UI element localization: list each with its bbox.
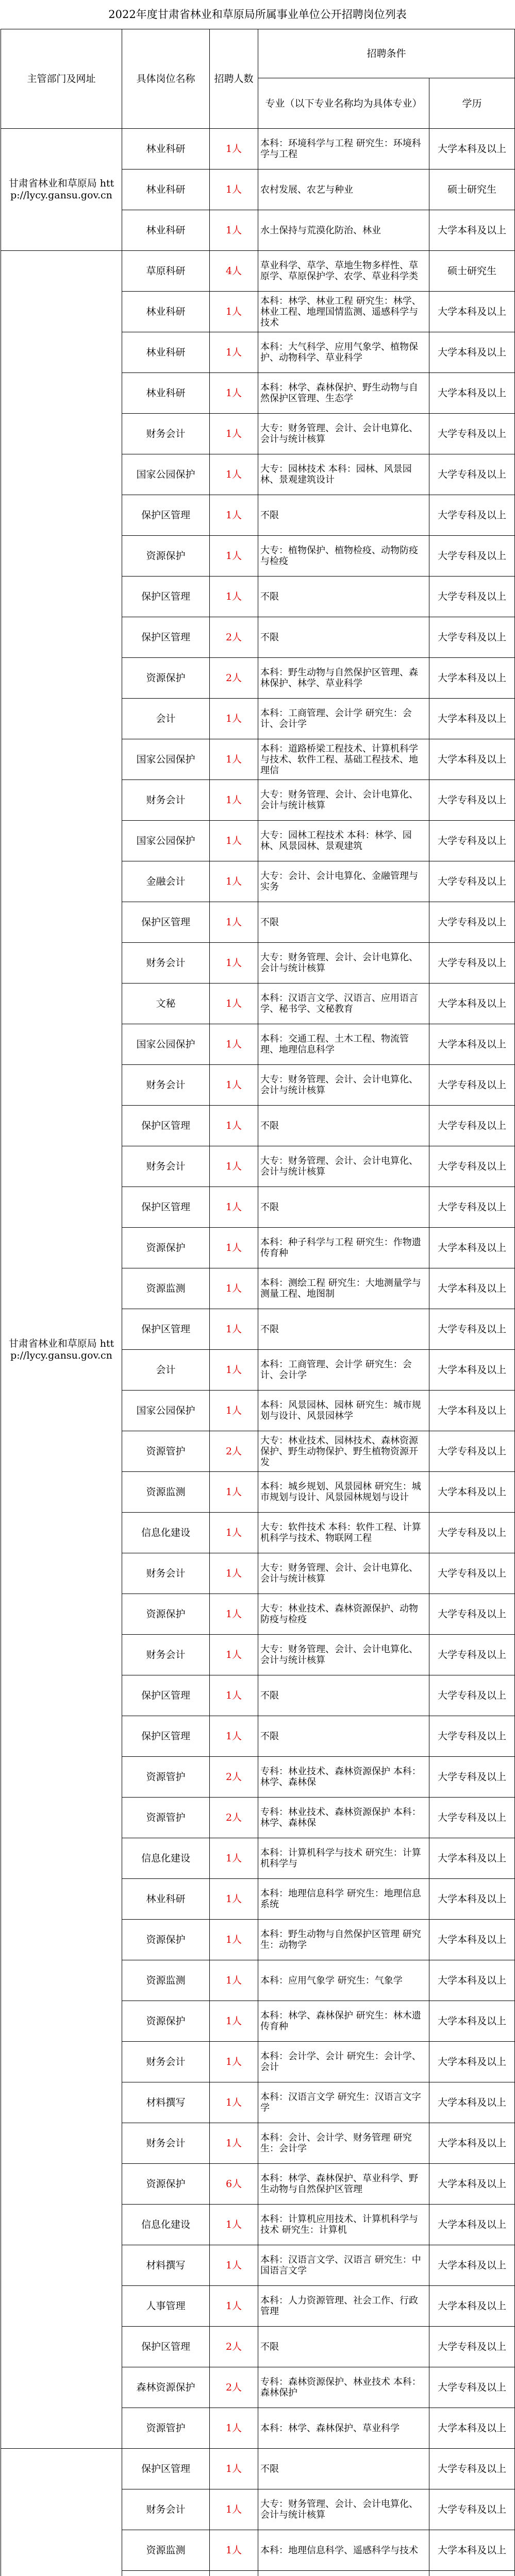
post-cell: 资源管护 [122, 2408, 210, 2449]
major-cell [258, 2571, 429, 2576]
major-cell: 本科：人力资源管理、社会工作、行政管理 [258, 2286, 429, 2327]
post-cell: 财务会计 [122, 1146, 210, 1187]
num-cell: 1人 [210, 1228, 258, 1268]
num-cell: 1人 [210, 332, 258, 373]
num-cell: 1人 [210, 1024, 258, 1065]
major-cell: 不限 [258, 1716, 429, 1757]
major-cell: 本科：应用气象学 研究生：气象学 [258, 1960, 429, 2001]
header-conditions: 招聘条件 [258, 29, 515, 78]
table-row [1, 251, 515, 292]
major-cell: 大专：财务管理、会计、会计电算化、会计与统计核算 [258, 1553, 429, 1594]
post-cell: 会计 [122, 699, 210, 739]
dept-cell [1, 2449, 122, 2576]
edu-cell: 大学专科及以上 [429, 1553, 515, 1594]
edu-cell: 大学本科及以上 [429, 984, 515, 1024]
num-cell: 1人 [210, 170, 258, 210]
post-cell: 林业科研 [122, 332, 210, 373]
edu-cell: 大学专科及以上 [429, 1716, 515, 1757]
edu-cell: 大学本科及以上 [429, 739, 515, 780]
post-cell: 草原科研 [122, 251, 210, 292]
num-cell: 1人 [210, 2286, 258, 2327]
num-cell: 1人 [210, 699, 258, 739]
post-cell: 资源保护 [122, 2001, 210, 2042]
num-cell: 1人 [210, 495, 258, 536]
edu-cell: 硕士研究生 [429, 251, 515, 292]
edu-cell: 大学本科及以上 [429, 292, 515, 332]
major-cell: 大专：林业技术、园林技术、森林资源保护、野生动物保护、野生植物资源开发 [258, 1431, 429, 1472]
major-cell: 大专：财务管理、会计、会计电算化、会计与统计核算 [258, 414, 429, 454]
major-cell: 农村发展、农艺与种业 [258, 170, 429, 210]
num-cell: 1人 [210, 210, 258, 251]
post-cell: 保护区管理 [122, 2449, 210, 2489]
num-cell: 1人 [210, 1350, 258, 1391]
num-cell: 1人 [210, 1716, 258, 1757]
num-cell: 1人 [210, 1838, 258, 1879]
post-cell: 会计 [122, 1350, 210, 1391]
post-cell: 资源保护 [122, 1594, 210, 1635]
header-post: 具体岗位名称 [122, 29, 210, 129]
major-cell: 本科：工商管理、会计学 研究生：会计、会计学 [258, 1350, 429, 1391]
major-cell: 本科：工商管理、会计学 研究生：会计、会计学 [258, 699, 429, 739]
edu-cell: 硕士研究生 [429, 170, 515, 210]
dept-cell: 甘肃省林业和草原局 http://lycy.gansu.gov.cn [1, 129, 122, 251]
major-cell: 不限 [258, 1187, 429, 1228]
major-cell: 本科：计算机科学与技术 研究生：计算机科学与 [258, 1838, 429, 1879]
edu-cell: 大学专科及以上 [429, 2449, 515, 2489]
edu-cell: 大学本科及以上 [429, 373, 515, 414]
num-cell: 1人 [210, 1920, 258, 1960]
post-cell: 资源监测 [122, 1960, 210, 2001]
post-cell: 林业科研 [122, 210, 210, 251]
major-cell: 水土保持与荒漠化防治、林业 [258, 210, 429, 251]
major-cell: 本科：风景园林、园林 研究生：城市规划与设计、风景园林学 [258, 1391, 429, 1431]
post-cell: 林业科研 [122, 170, 210, 210]
major-cell: 大专：财务管理、会计、会计电算化、会计与统计核算 [258, 1146, 429, 1187]
post-cell: 资源保护 [122, 536, 210, 577]
header-row-1 [1, 29, 515, 78]
edu-cell: 大学专科及以上 [429, 902, 515, 943]
post-cell: 资源监测 [122, 1268, 210, 1309]
post-cell: 财务会计 [122, 1553, 210, 1594]
document-title: 2022年度甘肃省林业和草原局所属事业单位公开招聘岗位列表 [108, 8, 407, 21]
edu-cell: 大学本科及以上 [429, 2042, 515, 2082]
post-cell: 文秘 [122, 984, 210, 1024]
major-cell: 本科：环境科学与工程 研究生：环境科学与工程 [258, 129, 429, 170]
post-cell: 资源保护 [122, 2164, 210, 2205]
num-cell: 1人 [210, 2123, 258, 2164]
post-cell: 保护区管理 [122, 577, 210, 617]
edu-cell: 大学专科及以上 [429, 1675, 515, 1716]
major-cell: 本科：林学、森林保护 研究生：林木遗传育种 [258, 2001, 429, 2042]
post-cell: 国家公园保护 [122, 454, 210, 495]
num-cell: 1人 [210, 129, 258, 170]
major-cell: 本科：野生动物与自然保护区管理 研究生：动物学 [258, 1920, 429, 1960]
major-cell: 不限 [258, 495, 429, 536]
num-cell: 2人 [210, 2367, 258, 2408]
num-cell: 1人 [210, 1268, 258, 1309]
edu-cell [429, 2571, 515, 2576]
edu-cell: 大学本科及以上 [429, 2205, 515, 2245]
edu-cell: 大学本科及以上 [429, 1920, 515, 1960]
major-cell: 本科：林学、森林保护、草业科学 [258, 2408, 429, 2449]
post-cell: 财务会计 [122, 414, 210, 454]
post-cell: 国家公园保护 [122, 1391, 210, 1431]
edu-cell: 大学本科及以上 [429, 2082, 515, 2123]
post-cell: 林业科研 [122, 1879, 210, 1920]
post-cell: 保护区管理 [122, 1187, 210, 1228]
major-cell: 大专：财务管理、会计、会计电算化、会计与统计核算 [258, 943, 429, 984]
post-cell: 资源监测 [122, 1472, 210, 1513]
num-cell: 1人 [210, 1187, 258, 1228]
num-cell: 1人 [210, 1065, 258, 1106]
num-cell: 1人 [210, 454, 258, 495]
major-cell: 专科：林业技术、森林资源保护 本科：林学、森林保 [258, 1757, 429, 1798]
edu-cell: 大学本科及以上 [429, 2001, 515, 2042]
post-cell: 信息化建设 [122, 1513, 210, 1553]
num-cell: 1人 [210, 943, 258, 984]
major-cell: 本科：大气科学、应用气象学、植物保护、动物科学、草业科学 [258, 332, 429, 373]
num-cell: 1人 [210, 1960, 258, 2001]
edu-cell: 大学本科及以上 [429, 699, 515, 739]
num-cell: 1人 [210, 1594, 258, 1635]
num-cell: 1人 [210, 2082, 258, 2123]
table-row [1, 129, 515, 170]
num-cell: 2人 [210, 1798, 258, 1838]
post-cell: 财务会计 [122, 2042, 210, 2082]
edu-cell: 大学专科及以上 [429, 1594, 515, 1635]
major-cell: 不限 [258, 577, 429, 617]
edu-cell: 大学专科及以上 [429, 1065, 515, 1106]
major-cell: 不限 [258, 2327, 429, 2367]
edu-cell: 大学专科及以上 [429, 1146, 515, 1187]
num-cell: 1人 [210, 1635, 258, 1675]
num-cell: 1人 [210, 2530, 258, 2571]
num-cell: 1人 [210, 780, 258, 821]
num-cell: 6人 [210, 2164, 258, 2205]
edu-cell: 大学本科及以上 [429, 2408, 515, 2449]
post-cell [122, 2571, 210, 2576]
post-cell: 财务会计 [122, 2489, 210, 2530]
num-cell: 1人 [210, 2205, 258, 2245]
num-cell: 1人 [210, 1675, 258, 1716]
post-cell: 资源管护 [122, 1757, 210, 1798]
major-cell: 不限 [258, 1106, 429, 1146]
major-cell: 不限 [258, 617, 429, 658]
edu-cell: 大学本科及以上 [429, 1879, 515, 1920]
major-cell: 本科：地理信息科学、遥感科学与技术 [258, 2530, 429, 2571]
num-cell: 1人 [210, 414, 258, 454]
edu-cell: 大学专科及以上 [429, 536, 515, 577]
edu-cell: 大学本科及以上 [429, 2164, 515, 2205]
num-cell [210, 2571, 258, 2576]
num-cell: 1人 [210, 1309, 258, 1350]
header-major: 专业（以下专业名称均为具体专业） [258, 78, 429, 129]
num-cell: 1人 [210, 984, 258, 1024]
major-cell: 本科：汉语言文学 研究生：汉语言文字学 [258, 2082, 429, 2123]
post-cell: 保护区管理 [122, 1309, 210, 1350]
num-cell: 1人 [210, 1879, 258, 1920]
post-cell: 金融会计 [122, 861, 210, 902]
num-cell: 2人 [210, 2327, 258, 2367]
num-cell: 1人 [210, 902, 258, 943]
edu-cell: 大学本科及以上 [429, 210, 515, 251]
edu-cell: 大学本科及以上 [429, 1391, 515, 1431]
major-cell: 本科：计算机应用技术、计算机科学与技术 研究生：计算机 [258, 2205, 429, 2245]
post-cell: 财务会计 [122, 780, 210, 821]
edu-cell: 大学本科及以上 [429, 2530, 515, 2571]
edu-cell: 大学专科及以上 [429, 2489, 515, 2530]
post-cell: 资源监测 [122, 2530, 210, 2571]
dept-cell: 甘肃省林业和草原局 http://lycy.gansu.gov.cn [1, 251, 122, 2449]
major-cell: 大专：园林工程技术 本科：林学、园林、风景园林、景观建筑 [258, 821, 429, 861]
post-cell: 保护区管理 [122, 2327, 210, 2367]
num-cell: 1人 [210, 1553, 258, 1594]
major-cell: 不限 [258, 1309, 429, 1350]
num-cell: 1人 [210, 1146, 258, 1187]
post-cell: 财务会计 [122, 2123, 210, 2164]
post-cell: 信息化建设 [122, 2205, 210, 2245]
post-cell: 材料撰写 [122, 2245, 210, 2286]
num-cell: 1人 [210, 821, 258, 861]
post-cell: 资源保护 [122, 658, 210, 699]
edu-cell: 大学专科及以上 [429, 821, 515, 861]
edu-cell: 大学本科及以上 [429, 1268, 515, 1309]
major-cell: 草业科学、草学、草地生物多样性、草原学、草原保护学、农学、草业科学类 [258, 251, 429, 292]
edu-cell: 大学专科及以上 [429, 1513, 515, 1553]
major-cell: 本科：测绘工程 研究生：大地测量学与测量工程、地图制 [258, 1268, 429, 1309]
major-cell: 本科：野生动物与自然保护区管理、森林保护、林学、草业科学 [258, 658, 429, 699]
post-cell: 林业科研 [122, 129, 210, 170]
major-cell: 大专：财务管理、会计、会计电算化、会计与统计核算 [258, 1065, 429, 1106]
major-cell: 本科：汉语言文学、汉语言 研究生：中国语言文学 [258, 2245, 429, 2286]
num-cell: 1人 [210, 536, 258, 577]
post-cell: 信息化建设 [122, 1838, 210, 1879]
post-cell: 财务会计 [122, 1065, 210, 1106]
edu-cell: 大学专科及以上 [429, 414, 515, 454]
num-cell: 1人 [210, 1391, 258, 1431]
post-cell: 森林资源保护 [122, 2367, 210, 2408]
edu-cell: 大学专科及以上 [429, 780, 515, 821]
post-cell: 资源管护 [122, 1798, 210, 1838]
post-cell: 人事管理 [122, 2286, 210, 2327]
edu-cell: 大学本科及以上 [429, 2286, 515, 2327]
major-cell: 大专：财务管理、会计、会计电算化、会计与统计核算 [258, 1635, 429, 1675]
num-cell: 1人 [210, 2245, 258, 2286]
post-cell: 资源保护 [122, 1920, 210, 1960]
post-cell: 财务会计 [122, 943, 210, 984]
edu-cell: 大学本科及以上 [429, 1350, 515, 1391]
major-cell: 本科：交通工程、土木工程、物流管理、地理信息科学 [258, 1024, 429, 1065]
num-cell: 1人 [210, 739, 258, 780]
header-dept: 主管部门及网址 [1, 29, 122, 129]
post-cell: 保护区管理 [122, 1106, 210, 1146]
major-cell: 本科：会计学、会计 研究生：会计学、会计 [258, 2042, 429, 2082]
post-cell: 林业科研 [122, 292, 210, 332]
edu-cell: 大学专科及以上 [429, 861, 515, 902]
edu-cell: 大学本科及以上 [429, 1024, 515, 1065]
edu-cell: 大学本科及以上 [429, 1228, 515, 1268]
num-cell: 1人 [210, 1106, 258, 1146]
edu-cell: 大学本科及以上 [429, 658, 515, 699]
header-education: 学历 [429, 78, 515, 129]
num-cell: 4人 [210, 251, 258, 292]
post-cell: 资源管护 [122, 1431, 210, 1472]
major-cell: 不限 [258, 902, 429, 943]
post-cell: 保护区管理 [122, 495, 210, 536]
major-cell: 本科：城乡规划、风景园林 研究生：城市规划与设计、风景园林规划与设计 [258, 1472, 429, 1513]
edu-cell: 大学本科及以上 [429, 332, 515, 373]
edu-cell: 大学专科及以上 [429, 943, 515, 984]
edu-cell: 大学本科及以上 [429, 2245, 515, 2286]
major-cell: 专科：森林资源保护、林业技术 本科：森林保护 [258, 2367, 429, 2408]
edu-cell: 大学专科及以上 [429, 2327, 515, 2367]
header-num: 招聘人数 [210, 29, 258, 129]
major-cell: 大专：会计、会计电算化、金融管理与实务 [258, 861, 429, 902]
num-cell: 1人 [210, 861, 258, 902]
major-cell: 大专：财务管理、会计、会计电算化、会计与统计核算 [258, 780, 429, 821]
post-cell: 材料撰写 [122, 2082, 210, 2123]
major-cell: 本科：地理信息科学 研究生：地理信息系统 [258, 1879, 429, 1920]
major-cell: 不限 [258, 1675, 429, 1716]
post-cell: 资源保护 [122, 1228, 210, 1268]
edu-cell: 大学本科及以上 [429, 1472, 515, 1513]
num-cell: 2人 [210, 1757, 258, 1798]
major-cell: 大专：植物保护、植物检疫、动物防疫与检疫 [258, 536, 429, 577]
num-cell: 1人 [210, 1513, 258, 1553]
edu-cell: 大学专科及以上 [429, 617, 515, 658]
num-cell: 2人 [210, 658, 258, 699]
major-cell: 大专：财务管理、会计、会计电算化、会计与统计核算 [258, 2489, 429, 2530]
num-cell: 1人 [210, 1472, 258, 1513]
job-table [1, 29, 515, 2576]
post-cell: 国家公园保护 [122, 1024, 210, 1065]
post-cell: 保护区管理 [122, 1675, 210, 1716]
major-cell: 本科：林学、森林保护、草业科学、野生动物与自然保护区管理 [258, 2164, 429, 2205]
edu-cell: 大学本科及以上 [429, 2123, 515, 2164]
edu-cell: 大学专科及以上 [429, 1798, 515, 1838]
major-cell: 本科：林学、林业工程 研究生：林学、林业工程、地理国情监测、遥感科学与技术 [258, 292, 429, 332]
table-row [1, 2449, 515, 2489]
num-cell: 1人 [210, 2489, 258, 2530]
post-cell: 保护区管理 [122, 902, 210, 943]
num-cell: 1人 [210, 2001, 258, 2042]
edu-cell: 大学专科及以上 [429, 1187, 515, 1228]
edu-cell: 大学专科及以上 [429, 1309, 515, 1350]
num-cell: 2人 [210, 617, 258, 658]
post-cell: 保护区管理 [122, 617, 210, 658]
num-cell: 1人 [210, 373, 258, 414]
num-cell: 1人 [210, 577, 258, 617]
num-cell: 1人 [210, 2449, 258, 2489]
edu-cell: 大学专科及以上 [429, 1635, 515, 1675]
post-cell: 国家公园保护 [122, 821, 210, 861]
major-cell: 本科：会计、会计学、财务管理 研究生：会计学 [258, 2123, 429, 2164]
major-cell: 大专：园林技术 本科：园林、风景园林、景观建筑设计 [258, 454, 429, 495]
major-cell: 本科：林学、森林保护、野生动物与自然保护区管理、生态学 [258, 373, 429, 414]
num-cell: 1人 [210, 2042, 258, 2082]
major-cell: 本科：汉语言文学、汉语言、应用语言学、秘书学、文秘教育 [258, 984, 429, 1024]
post-cell: 财务会计 [122, 1635, 210, 1675]
major-cell: 专科：林业技术、森林资源保护 本科：林学、森林保 [258, 1798, 429, 1838]
num-cell: 1人 [210, 2408, 258, 2449]
post-cell: 保护区管理 [122, 1716, 210, 1757]
post-cell: 国家公园保护 [122, 739, 210, 780]
num-cell: 1人 [210, 292, 258, 332]
edu-cell: 大学本科及以上 [429, 1960, 515, 2001]
edu-cell: 大学本科及以上 [429, 1838, 515, 1879]
edu-cell: 大学专科及以上 [429, 454, 515, 495]
major-cell: 本科：道路桥梁工程技术、计算机科学与技术、软件工程、基础工程技术、地理信 [258, 739, 429, 780]
edu-cell: 大学专科及以上 [429, 1106, 515, 1146]
edu-cell: 大学专科及以上 [429, 577, 515, 617]
edu-cell: 大学专科及以上 [429, 495, 515, 536]
edu-cell: 大学专科及以上 [429, 1431, 515, 1472]
edu-cell: 大学本科及以上 [429, 129, 515, 170]
edu-cell: 大学专科及以上 [429, 1757, 515, 1798]
num-cell: 2人 [210, 1431, 258, 1472]
major-cell: 大专：林业技术、森林资源保护、动物防疫与检疫 [258, 1594, 429, 1635]
post-cell: 林业科研 [122, 373, 210, 414]
major-cell: 大专：软件技术 本科：软件工程、计算机科学与技术、物联网工程 [258, 1513, 429, 1553]
major-cell: 不限 [258, 2449, 429, 2489]
edu-cell: 大学专科及以上 [429, 2367, 515, 2408]
major-cell: 本科：种子科学与工程 研究生：作物遗传育种 [258, 1228, 429, 1268]
